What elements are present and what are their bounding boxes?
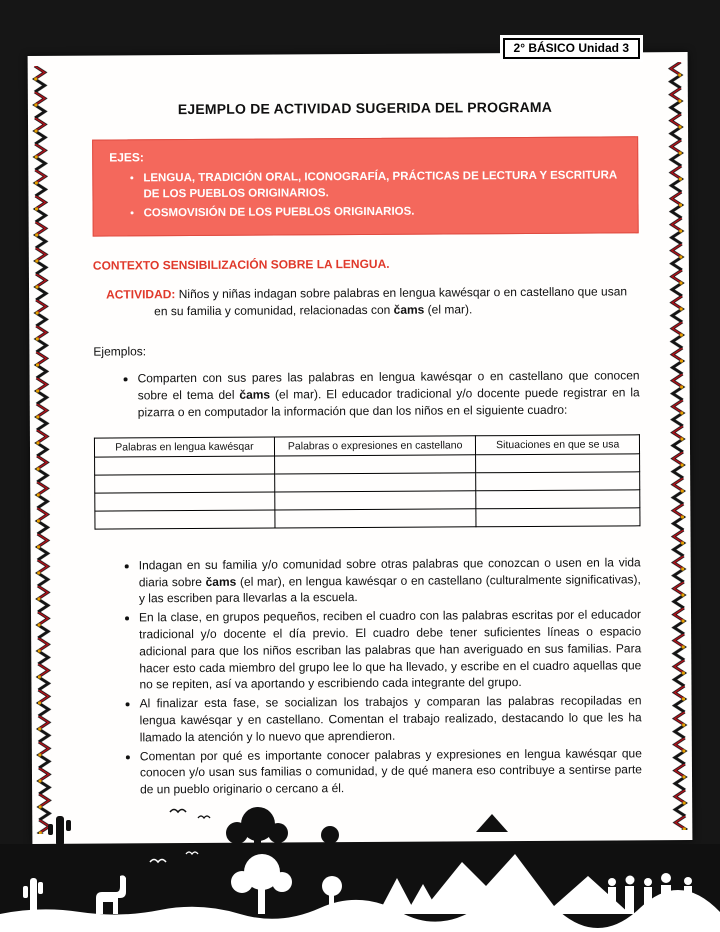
unit-badge [503,38,640,59]
intro-bullet-text-end: (el mar). El educador tradicional y/o docente puede registrar en la pizarra o en computador la información que dan los niños en el siguiente cuadro: [137,385,640,420]
table-cell [476,454,640,473]
table-cell [275,509,477,528]
textile-border-right-icon [668,62,689,830]
eje-item: • COSMOVISIÓN DE LOS PUEBLOS ORIGINARIOS. [144,203,624,222]
activity-bullet [139,606,642,693]
ejes-label: EJES: [109,150,144,165]
bullet-text: Comentan por qué es importante conocer palabras y expresiones en lengua kawésqar que conocen y/o usan sus familias o comunidad, y de qué manera eso contribuye a sentirse parte de un pueblo originario o cercano a él. [139,745,643,797]
ejes-box [92,136,639,237]
bullet-keyword: čams [205,574,237,589]
unit-badge-label: 2° BÁSICO Unidad 3 [513,41,629,55]
activity-bullet [139,554,641,607]
bullet-text: Indagan en su familia y/o comunidad sobre otras palabras que conozcan o usen en la vida diaria sobre [138,555,641,589]
table-cell [95,474,275,493]
table-cell [95,510,275,529]
table-header-kawesqar: Palabras en lengua kawésqar [94,437,274,457]
intro-bullet-list [94,368,640,422]
actividad-text-end: (el mar). [424,302,473,317]
activity-bullet [140,745,642,798]
textile-border-left-icon [32,66,53,834]
actividad-label: ACTIVIDAD: [106,287,176,302]
table-cell [274,473,476,492]
table-header-castellano: Palabras o expresiones en castellano [274,436,476,456]
bullet-text: En la clase, en grupos pequeños, reciben el cuadro con las palabras escritas por el educador tradicional y/o docente el día previo. El cuadro debe tener suficientes líneas o espacio adicional para que los niños escriban las palabras que han averiguado en sus familias. Para hacer esto cada miembro del grupo lee lo que ha llevado, y escribe en el cuadro aquellas que no se repiten, así va aportando y escribiendo cada integrante del grupo. [138,607,642,692]
ejes-list [107,167,623,221]
table-cell [275,491,477,510]
table-cell [274,455,476,474]
bullet-text: Al finalizar esta fase, se socializan los trabajos y comparan las palabras recopiladas en lengua kawésqar y en castellano. Comentan el trabajo realizado, destacando lo que les ha llamado la atención y lo nuevo que aprendieron. [139,693,642,745]
actividad-paragraph [106,284,639,321]
bullet-text-end: (el mar), en lengua kawésqar o en castellano (culturalmente significativas), y las escriben para llevarlas a la escuela. [138,571,641,606]
table-cell [476,490,640,509]
table-cell [476,472,640,491]
intro-bullet-keyword: čams [239,387,271,402]
page-content [92,98,642,800]
document-page [28,52,693,844]
table-cell [95,492,275,511]
table-cell [476,508,640,527]
activity-bullet [140,692,642,745]
actividad-text: Niños y niñas indagan sobre palabras en lengua kawésqar o en castellano que usan en su familia y comunidad, relacionadas con [154,284,628,319]
table-header-situaciones: Situaciones en que se usa [476,435,640,455]
table-cell [95,456,275,475]
ejemplos-label: Ejemplos: [93,344,147,359]
intro-bullet-text: Comparten con sus pares las palabras en lengua kawésqar o en castellano que conocen sobre el tema del [137,368,640,403]
actividad-keyword: čams [393,302,425,318]
activity-bullet-list [95,554,642,798]
intro-bullet [138,368,640,421]
contexto-heading: CONTEXTO SENSIBILIZACIÓN SOBRE LA LENGUA. [92,257,390,273]
footer-landscape-illustration [0,802,720,932]
vocabulary-table [94,434,641,529]
page-title: EJEMPLO DE ACTIVIDAD SUGERIDA DEL PROGRAMA [177,98,553,118]
eje-item: • LENGUA, TRADICIÓN ORAL, ICONOGRAFÍA, PRÁCTICAS DE LECTURA Y ESCRITURA DE LOS PUEBLOS ORIGINARIOS. [143,167,623,202]
table-row [95,508,640,529]
